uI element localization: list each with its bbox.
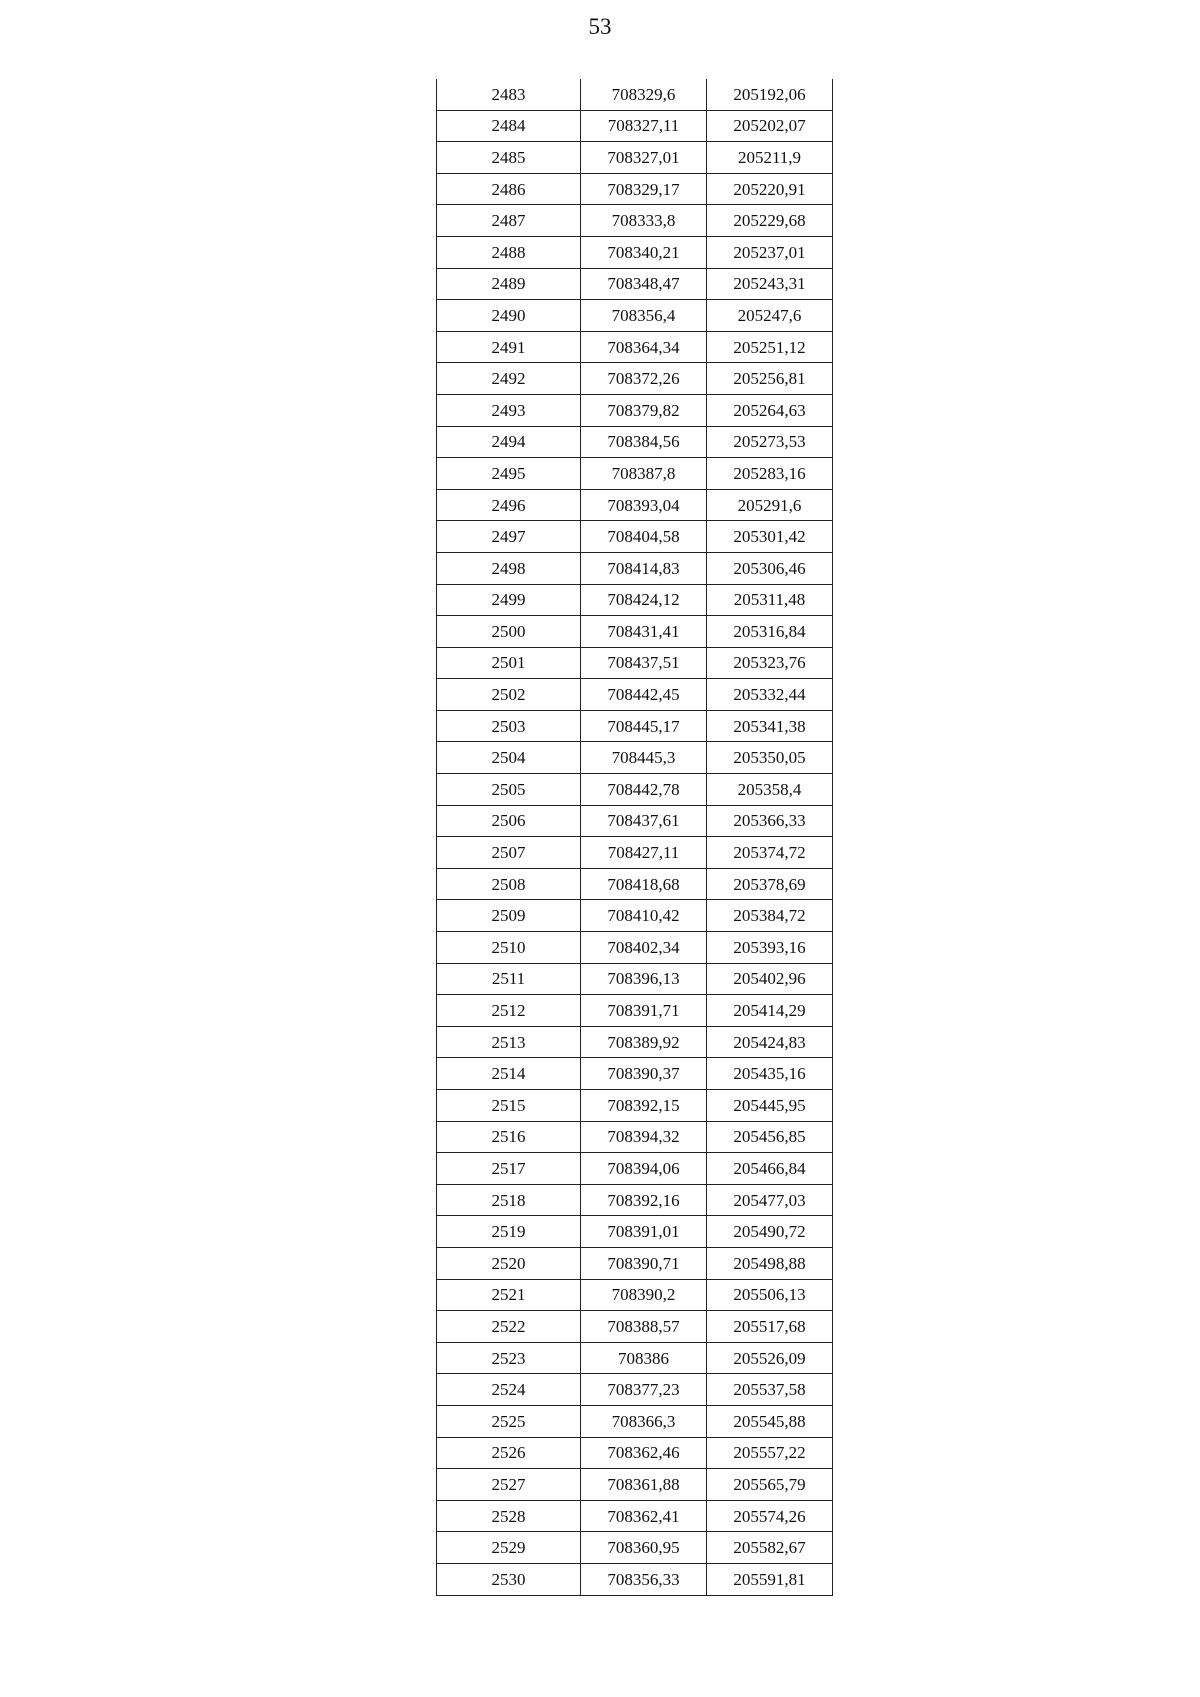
y-coordinate-cell: 205477,03: [707, 1184, 833, 1216]
x-coordinate-cell: 708389,92: [581, 1026, 707, 1058]
point-number-cell: 2484: [437, 110, 581, 142]
y-coordinate-cell: 205251,12: [707, 331, 833, 363]
y-coordinate-cell: 205537,58: [707, 1374, 833, 1406]
point-number-cell: 2503: [437, 710, 581, 742]
y-coordinate-cell: 205384,72: [707, 900, 833, 932]
x-coordinate-cell: 708424,12: [581, 584, 707, 616]
point-number-cell: 2492: [437, 363, 581, 395]
y-coordinate-cell: 205506,13: [707, 1279, 833, 1311]
point-number-cell: 2505: [437, 774, 581, 806]
table-row: [437, 774, 833, 806]
table-row: [437, 1374, 833, 1406]
x-coordinate-cell: 708356,4: [581, 300, 707, 332]
y-coordinate-cell: 205435,16: [707, 1058, 833, 1090]
point-number-cell: 2504: [437, 742, 581, 774]
y-coordinate-cell: 205456,85: [707, 1121, 833, 1153]
point-number-cell: 2508: [437, 868, 581, 900]
x-coordinate-cell: 708442,78: [581, 774, 707, 806]
point-number-cell: 2526: [437, 1437, 581, 1469]
y-coordinate-cell: 205366,33: [707, 805, 833, 837]
table-row: [437, 426, 833, 458]
point-number-cell: 2527: [437, 1469, 581, 1501]
x-coordinate-cell: 708327,01: [581, 142, 707, 174]
y-coordinate-cell: 205565,79: [707, 1469, 833, 1501]
x-coordinate-cell: 708393,04: [581, 489, 707, 521]
table-row: [437, 1469, 833, 1501]
y-coordinate-cell: 205256,81: [707, 363, 833, 395]
point-number-cell: 2494: [437, 426, 581, 458]
y-coordinate-cell: 205466,84: [707, 1153, 833, 1185]
x-coordinate-cell: 708390,37: [581, 1058, 707, 1090]
x-coordinate-cell: 708361,88: [581, 1469, 707, 1501]
table-row: [437, 1500, 833, 1532]
x-coordinate-cell: 708390,71: [581, 1247, 707, 1279]
y-coordinate-cell: 205591,81: [707, 1563, 833, 1595]
x-coordinate-cell: 708362,41: [581, 1500, 707, 1532]
x-coordinate-cell: 708386: [581, 1342, 707, 1374]
point-number-cell: 2490: [437, 300, 581, 332]
point-number-cell: 2528: [437, 1500, 581, 1532]
table-row: [437, 647, 833, 679]
y-coordinate-cell: 205316,84: [707, 616, 833, 648]
table-row: [437, 331, 833, 363]
x-coordinate-cell: 708414,83: [581, 552, 707, 584]
point-number-cell: 2523: [437, 1342, 581, 1374]
table-row: [437, 805, 833, 837]
table-row: [437, 173, 833, 205]
x-coordinate-cell: 708427,11: [581, 837, 707, 869]
point-number-cell: 2520: [437, 1247, 581, 1279]
table-row: [437, 1121, 833, 1153]
y-coordinate-cell: 205414,29: [707, 995, 833, 1027]
y-coordinate-cell: 205264,63: [707, 394, 833, 426]
point-number-cell: 2518: [437, 1184, 581, 1216]
y-coordinate-cell: 205526,09: [707, 1342, 833, 1374]
x-coordinate-cell: 708442,45: [581, 679, 707, 711]
y-coordinate-cell: 205582,67: [707, 1532, 833, 1564]
y-coordinate-cell: 205301,42: [707, 521, 833, 553]
y-coordinate-cell: 205350,05: [707, 742, 833, 774]
table-row: [437, 742, 833, 774]
x-coordinate-cell: 708384,56: [581, 426, 707, 458]
x-coordinate-cell: 708418,68: [581, 868, 707, 900]
table-row: [437, 1090, 833, 1122]
x-coordinate-cell: 708396,13: [581, 963, 707, 995]
table-row: [437, 1153, 833, 1185]
table-row: [437, 932, 833, 964]
point-number-cell: 2499: [437, 584, 581, 616]
table-row: [437, 300, 833, 332]
y-coordinate-cell: 205291,6: [707, 489, 833, 521]
y-coordinate-cell: 205247,6: [707, 300, 833, 332]
y-coordinate-cell: 205517,68: [707, 1311, 833, 1343]
point-number-cell: 2521: [437, 1279, 581, 1311]
x-coordinate-cell: 708340,21: [581, 236, 707, 268]
y-coordinate-cell: 205574,26: [707, 1500, 833, 1532]
page-number: 53: [588, 14, 612, 39]
table-row: [437, 584, 833, 616]
point-number-cell: 2529: [437, 1532, 581, 1564]
table-row: [437, 710, 833, 742]
point-number-cell: 2506: [437, 805, 581, 837]
table-row: [437, 868, 833, 900]
point-number-cell: 2507: [437, 837, 581, 869]
y-coordinate-cell: 205545,88: [707, 1405, 833, 1437]
x-coordinate-cell: 708445,17: [581, 710, 707, 742]
point-number-cell: 2486: [437, 173, 581, 205]
x-coordinate-cell: 708360,95: [581, 1532, 707, 1564]
y-coordinate-cell: 205283,16: [707, 458, 833, 490]
y-coordinate-cell: 205323,76: [707, 647, 833, 679]
point-number-cell: 2498: [437, 552, 581, 584]
table-row: [437, 1058, 833, 1090]
table-row: [437, 1279, 833, 1311]
table-row: [437, 1405, 833, 1437]
table-row: [437, 236, 833, 268]
y-coordinate-cell: 205211,9: [707, 142, 833, 174]
table-row: [437, 1216, 833, 1248]
y-coordinate-cell: 205341,38: [707, 710, 833, 742]
point-number-cell: 2517: [437, 1153, 581, 1185]
y-coordinate-cell: 205243,31: [707, 268, 833, 300]
point-number-cell: 2516: [437, 1121, 581, 1153]
point-number-cell: 2487: [437, 205, 581, 237]
table-row: [437, 963, 833, 995]
table-row: [437, 1437, 833, 1469]
x-coordinate-cell: 708394,32: [581, 1121, 707, 1153]
y-coordinate-cell: 205202,07: [707, 110, 833, 142]
table-row: [437, 394, 833, 426]
y-coordinate-cell: 205374,72: [707, 837, 833, 869]
point-number-cell: 2519: [437, 1216, 581, 1248]
y-coordinate-cell: 205393,16: [707, 932, 833, 964]
table-row: [437, 1184, 833, 1216]
y-coordinate-cell: 205332,44: [707, 679, 833, 711]
point-number-cell: 2501: [437, 647, 581, 679]
point-number-cell: 2500: [437, 616, 581, 648]
point-number-cell: 2483: [437, 79, 581, 110]
table-row: [437, 79, 833, 110]
y-coordinate-cell: 205192,06: [707, 79, 833, 110]
x-coordinate-cell: 708327,11: [581, 110, 707, 142]
x-coordinate-cell: 708379,82: [581, 394, 707, 426]
y-coordinate-cell: 205490,72: [707, 1216, 833, 1248]
x-coordinate-cell: 708390,2: [581, 1279, 707, 1311]
coordinates-table: [436, 79, 833, 1596]
y-coordinate-cell: 205358,4: [707, 774, 833, 806]
y-coordinate-cell: 205445,95: [707, 1090, 833, 1122]
x-coordinate-cell: 708364,34: [581, 331, 707, 363]
table-row: [437, 1311, 833, 1343]
table-row: [437, 1247, 833, 1279]
x-coordinate-cell: 708392,15: [581, 1090, 707, 1122]
x-coordinate-cell: 708431,41: [581, 616, 707, 648]
table-row: [437, 205, 833, 237]
x-coordinate-cell: 708366,3: [581, 1405, 707, 1437]
table-row: [437, 1532, 833, 1564]
table-row: [437, 995, 833, 1027]
point-number-cell: 2515: [437, 1090, 581, 1122]
point-number-cell: 2512: [437, 995, 581, 1027]
table-row: [437, 268, 833, 300]
y-coordinate-cell: 205306,46: [707, 552, 833, 584]
table-row: [437, 110, 833, 142]
x-coordinate-cell: 708394,06: [581, 1153, 707, 1185]
table-row: [437, 363, 833, 395]
x-coordinate-cell: 708391,01: [581, 1216, 707, 1248]
point-number-cell: 2497: [437, 521, 581, 553]
y-coordinate-cell: 205229,68: [707, 205, 833, 237]
point-number-cell: 2522: [437, 1311, 581, 1343]
x-coordinate-cell: 708329,6: [581, 79, 707, 110]
table-row: [437, 142, 833, 174]
x-coordinate-cell: 708387,8: [581, 458, 707, 490]
x-coordinate-cell: 708402,34: [581, 932, 707, 964]
x-coordinate-cell: 708333,8: [581, 205, 707, 237]
point-number-cell: 2530: [437, 1563, 581, 1595]
point-number-cell: 2485: [437, 142, 581, 174]
x-coordinate-cell: 708362,46: [581, 1437, 707, 1469]
x-coordinate-cell: 708437,51: [581, 647, 707, 679]
point-number-cell: 2489: [437, 268, 581, 300]
y-coordinate-cell: 205498,88: [707, 1247, 833, 1279]
x-coordinate-cell: 708445,3: [581, 742, 707, 774]
x-coordinate-cell: 708391,71: [581, 995, 707, 1027]
table-row: [437, 900, 833, 932]
x-coordinate-cell: 708437,61: [581, 805, 707, 837]
x-coordinate-cell: 708388,57: [581, 1311, 707, 1343]
y-coordinate-cell: 205378,69: [707, 868, 833, 900]
table-row: [437, 679, 833, 711]
x-coordinate-cell: 708410,42: [581, 900, 707, 932]
point-number-cell: 2493: [437, 394, 581, 426]
x-coordinate-cell: 708329,17: [581, 173, 707, 205]
point-number-cell: 2495: [437, 458, 581, 490]
point-number-cell: 2510: [437, 932, 581, 964]
point-number-cell: 2509: [437, 900, 581, 932]
table-row: [437, 458, 833, 490]
point-number-cell: 2524: [437, 1374, 581, 1406]
y-coordinate-cell: 205220,91: [707, 173, 833, 205]
point-number-cell: 2513: [437, 1026, 581, 1058]
table-row: [437, 489, 833, 521]
table-row: [437, 552, 833, 584]
point-number-cell: 2514: [437, 1058, 581, 1090]
x-coordinate-cell: 708372,26: [581, 363, 707, 395]
point-number-cell: 2491: [437, 331, 581, 363]
table-row: [437, 616, 833, 648]
y-coordinate-cell: 205557,22: [707, 1437, 833, 1469]
point-number-cell: 2502: [437, 679, 581, 711]
table-row: [437, 1026, 833, 1058]
point-number-cell: 2496: [437, 489, 581, 521]
table-row: [437, 521, 833, 553]
table-row: [437, 1563, 833, 1595]
x-coordinate-cell: 708392,16: [581, 1184, 707, 1216]
point-number-cell: 2488: [437, 236, 581, 268]
y-coordinate-cell: 205311,48: [707, 584, 833, 616]
x-coordinate-cell: 708356,33: [581, 1563, 707, 1595]
y-coordinate-cell: 205424,83: [707, 1026, 833, 1058]
point-number-cell: 2525: [437, 1405, 581, 1437]
y-coordinate-cell: 205237,01: [707, 236, 833, 268]
y-coordinate-cell: 205402,96: [707, 963, 833, 995]
x-coordinate-cell: 708404,58: [581, 521, 707, 553]
y-coordinate-cell: 205273,53: [707, 426, 833, 458]
x-coordinate-cell: 708348,47: [581, 268, 707, 300]
table-row: [437, 1342, 833, 1374]
coordinates-table-body: [437, 79, 833, 1595]
x-coordinate-cell: 708377,23: [581, 1374, 707, 1406]
table-row: [437, 837, 833, 869]
point-number-cell: 2511: [437, 963, 581, 995]
